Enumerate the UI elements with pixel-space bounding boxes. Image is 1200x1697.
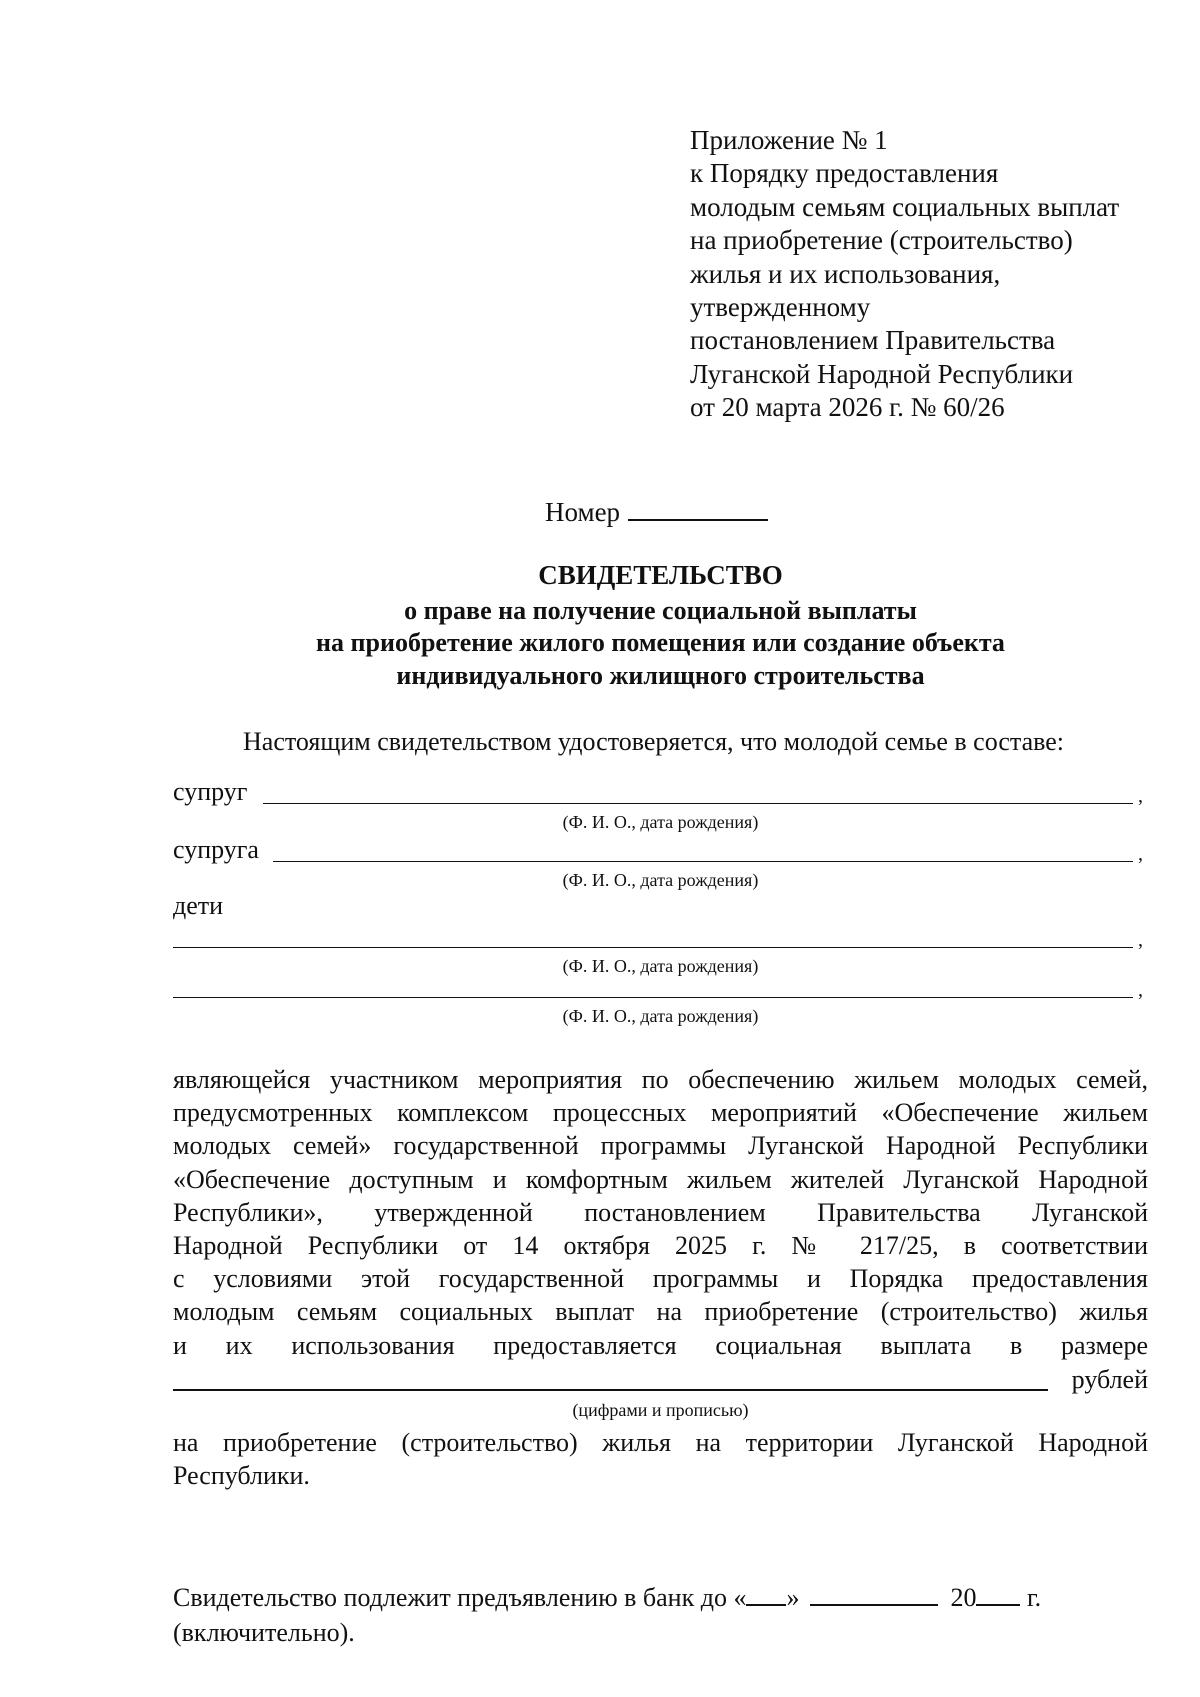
wife-field[interactable]	[273, 861, 1133, 862]
sum-field[interactable]	[173, 1389, 1048, 1391]
field-hint: (Ф. И. О., дата рождения)	[562, 870, 759, 890]
appendix-line: жилья и их использования,	[690, 258, 1001, 289]
comma: ,	[1138, 929, 1143, 951]
currency-label: рублей	[1071, 1365, 1148, 1394]
day-field[interactable]	[746, 1582, 786, 1606]
body-line: и их использования предоставляется социальная выплата в размере	[173, 1330, 1148, 1360]
body-line: Республики», утвержденной постановлением Правительства Луганской	[173, 1197, 1148, 1227]
wife-row	[173, 834, 1143, 868]
document-title: СВИДЕТЕЛЬСТВО	[538, 560, 783, 590]
inclusive-note: (включительно).	[173, 1618, 355, 1647]
child-row	[173, 920, 1143, 954]
purpose-line: Республики.	[173, 1461, 310, 1491]
appendix-block	[690, 124, 1170, 425]
appendix-line: Луганской Народной Республики	[690, 358, 1074, 389]
husband-row	[173, 776, 1143, 810]
children-row	[173, 890, 1143, 924]
husband-field[interactable]	[263, 803, 1133, 804]
child-field[interactable]	[173, 947, 1133, 948]
sum-hint: (цифрами и прописью)	[572, 1400, 749, 1420]
validity-prefix: Свидетельство подлежит предъявлению в банк до «	[173, 1583, 747, 1612]
appendix-line: молодым семьям социальных выплат	[690, 191, 1120, 222]
field-hint: (Ф. И. О., дата рождения)	[562, 956, 759, 976]
child-field[interactable]	[173, 997, 1133, 998]
validity-line	[173, 1582, 1041, 1613]
title-line-1: о праве на получение социальной выплаты	[404, 596, 917, 625]
purpose-paragraph	[173, 1426, 1148, 1492]
year-suffix: г.	[1026, 1583, 1042, 1612]
comma: ,	[1138, 785, 1143, 807]
year-prefix: 20	[950, 1583, 977, 1612]
purpose-line: на приобретение (строительство) жилья на территории Луганской Народной	[173, 1428, 1148, 1457]
title-line-3: индивидуального жилищного строительства	[396, 661, 925, 690]
number-field[interactable]	[628, 495, 768, 521]
intro-text: Настоящим свидетельством удостоверяется, что молодой семье в составе:	[243, 727, 1064, 756]
sum-row	[173, 1361, 1148, 1397]
number-label: Номер	[545, 497, 621, 527]
appendix-line: Приложение № 1	[690, 125, 888, 155]
child-row	[173, 970, 1143, 1004]
comma: ,	[1138, 843, 1143, 865]
field-hint: (Ф. И. О., дата рождения)	[562, 812, 759, 832]
comma: ,	[1138, 979, 1143, 1001]
appendix-line: к Порядку предоставления	[690, 158, 999, 189]
body-line: предусмотренных комплексом процессных мероприятий «Обеспечение жильем	[173, 1098, 1148, 1128]
body-line: Народной Республики от 14 октября 2025 г. № 217/25, в соответствии	[173, 1230, 1148, 1260]
appendix-line: на приобретение (строительство)	[690, 225, 1073, 256]
certificate-number	[545, 495, 768, 528]
body-line: молодым семьям социальных выплат на приобретение (строительство) жилья	[173, 1297, 1148, 1327]
body-line: являющейся участником мероприятия по обеспечению жильем молодых семей,	[173, 1065, 1148, 1094]
body-paragraph	[173, 1063, 1148, 1362]
quote-close: »	[786, 1583, 800, 1612]
wife-label: супруга	[173, 835, 259, 864]
appendix-line: утвержденному	[690, 292, 871, 323]
title-line-2: на приобретение жилого помещения или создание объекта	[316, 628, 1005, 657]
month-field[interactable]	[810, 1582, 938, 1606]
children-label: дети	[173, 891, 224, 920]
year-field[interactable]	[976, 1582, 1020, 1606]
husband-label: супруг	[173, 777, 248, 806]
appendix-line: постановлением Правительства	[690, 325, 1056, 356]
appendix-line: от 20 марта 2026 г. № 60/26	[690, 392, 1005, 423]
field-hint: (Ф. И. О., дата рождения)	[562, 1006, 759, 1026]
body-line: молодых семей» государственной программы Луганской Народной Республики	[173, 1131, 1148, 1161]
body-line: с условиями этой государственной программы и Порядка предоставления	[173, 1264, 1148, 1294]
body-line: «Обеспечение доступным и комфортным жильем жителей Луганской Народной	[173, 1164, 1148, 1194]
